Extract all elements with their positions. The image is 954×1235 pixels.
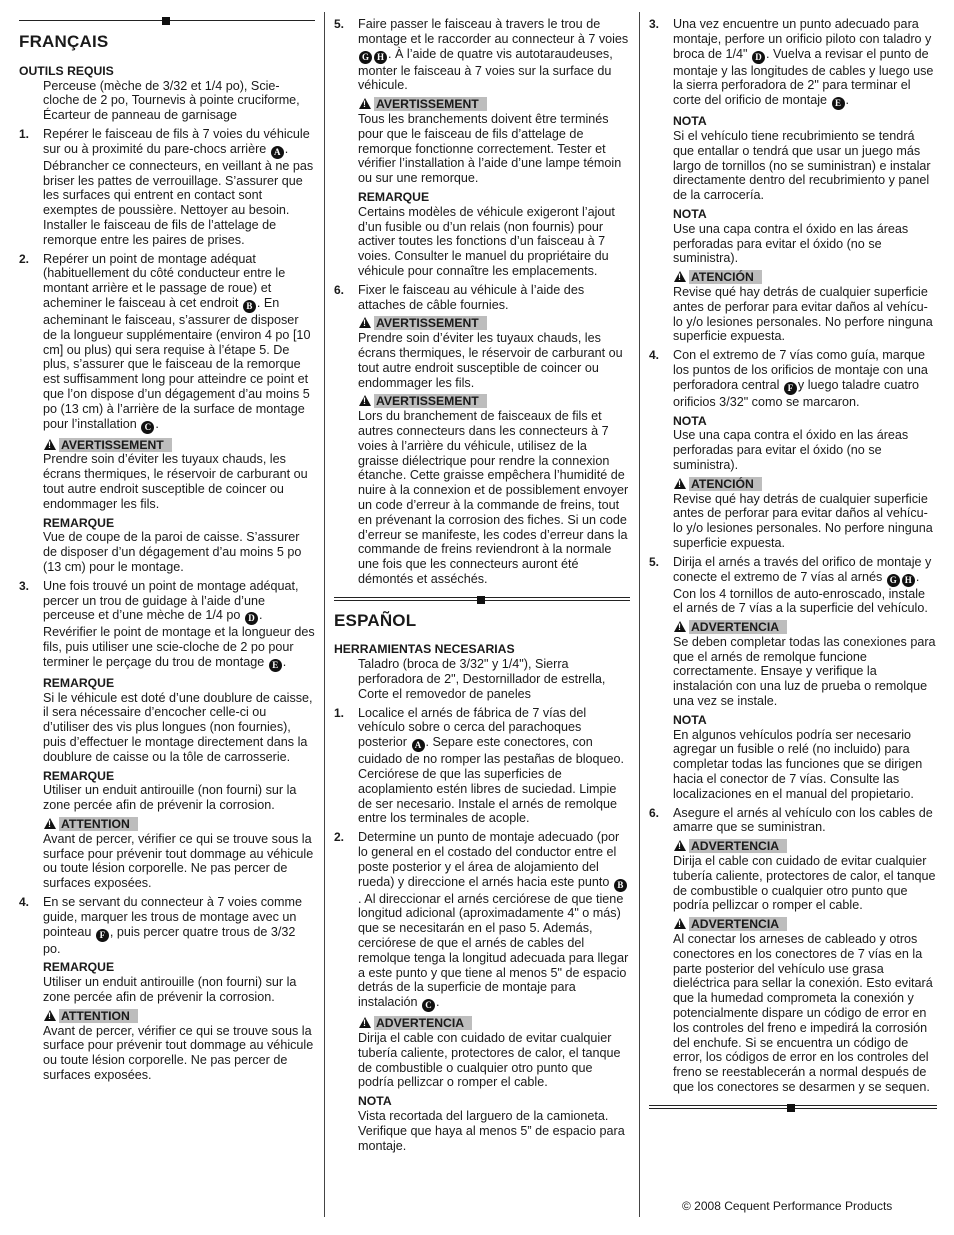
warning-label: AVERTISSEMENT <box>374 394 487 408</box>
attention-block <box>673 270 937 344</box>
step-text: . Con los 4 tornillos de auto-enroscado, instale el arnés de 7 vías a la superficie del vehículo. <box>673 569 928 616</box>
step-text: Faire passer le faisceau à travers le trou de montage et le raccorder au connecteur à 7 voies <box>358 17 629 46</box>
step-1 <box>19 127 315 248</box>
note-text: Vue de coupe de la paroi de caisse. S’assurer de disposer d’un dégagement d’au moins 5 po (13 cm) pour le montage. <box>43 530 302 574</box>
step-text: Una vez encuentre un punto adecuado para montaje, perfore un orificio piloto con taladro y broca de 1/4" <box>673 17 932 61</box>
section-title-spanish: ESPAÑOL <box>334 610 417 630</box>
warning-triangle-icon <box>359 98 371 109</box>
attention-block <box>43 1009 315 1083</box>
callout-a-icon: A <box>271 146 284 159</box>
warning-text: Prendre soin d’éviter les tuyaux chauds, les écrans thermiques, le réservoir de carburant ou tout autre endroit susceptible de coincer ou endommager les fils. <box>358 331 623 390</box>
note-text: Vista recortada del larguero de la camioneta. Verifique que haya al menos 5” de espacio para montaje. <box>358 1109 625 1153</box>
section-rule <box>334 597 630 602</box>
step-text: . Débrancher ce connecteurs, en veillant à ne pas briser les pattes de verrouillage. S’assurer que les surfaces qui entrent en contact sont exemptes de poussière. Nettoyer au besoin. Installer le faisceau de fils de l’attelage de remorque entre les paires de prises. <box>43 141 314 247</box>
warning-block <box>358 394 630 586</box>
step-number: 1. <box>334 705 345 720</box>
warning-triangle-icon <box>359 317 371 328</box>
note-block <box>673 713 937 802</box>
step-text: Dirija el arnés a través del orifico de montaje y conecte el extremo de 7 vías al arnés <box>673 554 932 584</box>
callout-f-icon: F <box>96 929 109 942</box>
step-number: 5. <box>334 17 345 31</box>
step-number: 2. <box>19 251 30 266</box>
warning-label: ADVERTENCIA <box>689 620 787 634</box>
step-number: 5. <box>649 554 660 569</box>
warning-text: Dirija el cable con cuidado de evitar cualquier tubería caliente, protectores de calor, el tanque de combustible o cualquier otro punto que podría pellizcar o romper el cable. <box>358 1031 621 1090</box>
step-number: 3. <box>19 578 30 593</box>
section-rule <box>19 20 315 25</box>
warning-block <box>673 620 937 709</box>
warning-triangle-icon <box>44 1010 56 1021</box>
step-text: y luego taladre cuatro orificios 3/32" como se marcaron. <box>673 377 920 409</box>
note-label: NOTA <box>673 712 707 727</box>
tools-label: OUTILS REQUIS <box>19 63 114 78</box>
tools-label: HERRAMIENTAS NECESARIAS <box>334 642 515 657</box>
warning-label: AVERTISSEMENT <box>59 438 172 452</box>
step-text: . Separe este conectores, con cuidado de no romper las pestañas de bloqueo. Cerciórese de que las superficies de acoplamiento estén libres de suciedad. Limpie de ser necesario. Instale el arnés de remolque entre los terminales de acople. <box>358 735 625 826</box>
step-text: Repérer un point de montage adéquat (habituellement du côté conducteur entre le montant arrière et le passage de roue) et acheminer le faisceau à cet endroit <box>43 251 286 310</box>
note-block <box>43 960 315 1004</box>
step-text: . <box>845 93 850 108</box>
note-label: NOTA <box>673 413 707 428</box>
step-number: 4. <box>649 348 660 363</box>
step-text: Determine un punto de montaje adecuado (por lo general en el costado del conductor entre el poste posterior y el área de alojamiento del rueda) y direccione el arnés hacia este punto <box>358 830 620 889</box>
attention-label: ATTENTION <box>59 1009 138 1023</box>
step-text: . <box>282 654 287 669</box>
callout-h-icon: H <box>902 574 915 587</box>
callout-d-icon: D <box>245 612 258 625</box>
note-label: REMARQUE <box>43 515 115 530</box>
note-block <box>43 516 315 575</box>
warning-label: ADVERTENCIA <box>374 1016 472 1030</box>
callout-a-icon: A <box>412 739 425 752</box>
step-text: . À l’aide de quatre vis autotaraudeuses, monter le faisceau à 7 voies sur la surface du véhicule. <box>358 46 613 93</box>
callout-g-icon: G <box>359 51 372 64</box>
step-5 <box>334 17 630 279</box>
warning-block <box>358 97 630 186</box>
warning-block <box>673 839 937 913</box>
step-text: Asegure el arnés al vehículo con los cables de amarre que se suministran. <box>673 805 933 835</box>
warning-text: Dirija el cable con cuidado de evitar cualquier tubería caliente, protectores de calor, el tanque de combustible o cualquier otro punto que podría pellizcar o romper el cable. <box>673 854 936 913</box>
step-4 <box>649 348 937 551</box>
step-text: . Vuelva a revisar el punto de montaje y las longitudes de cables y luego use la sierra perforadora de 2" para terminar el corte del orificio de montaje <box>673 46 934 108</box>
step-text: Une fois trouvé un point de montage adéquat, percer un trou de guidage à l’aide d’une perceuse et d’une mèche de 1/4 po <box>43 578 299 623</box>
step-text: . <box>155 416 159 431</box>
tools-text: Taladro (broca de 3/32" y 1/4"), Sierra perforadora de 2", Destornillador de estrella, Corte el removedor de paneles <box>358 657 606 701</box>
warning-text: Prendre soin d’éviter les tuyaux chauds, les écrans thermiques, le réservoir de carburant ou tout autre endroit susceptible de coincer ou endommager les fils. <box>43 452 308 511</box>
column-french-spanish <box>334 17 630 1153</box>
step-6 <box>649 806 937 1095</box>
note-text: Certains modèles de véhicule exigeront l’ajout d’un fusible ou d’un relais (non fournis) pour activer toutes les fonctions d’un faisceau à 7 voies. Consulter le manuel du propriétaire du véhicule pour connaître les emplacements. <box>358 204 615 278</box>
step-number: 6. <box>649 805 660 820</box>
warning-label: AVERTISSEMENT <box>374 316 487 330</box>
step-number: 1. <box>19 126 30 141</box>
callout-c-icon: C <box>422 999 435 1012</box>
callout-f-icon: F <box>784 382 797 395</box>
warning-text: Lors du branchement de faisceaux de fils et autres connecteurs dans les connecteurs à 7 voies à l’arrière du véhicule, utilisez de la graisse diélectrique pour rendre la connexion étanche. Cette graisse empêchera l’humidité de nuire à la connexion et de possiblement envoyer un code d’erreur à la commande de freins, tout en prévenant la corrosion des fiches. Si un code d’erreur se manifeste, les codes d’erreur dans la commande de freins reviendront à la normale une fois que les connecteurs auront été démontés et asséchés. <box>358 409 629 586</box>
note-block <box>358 190 630 279</box>
warning-triangle-icon <box>359 1017 371 1028</box>
warning-triangle-icon <box>44 818 56 829</box>
column-divider-2 <box>639 12 640 1217</box>
note-label: REMARQUE <box>43 960 115 975</box>
warning-block <box>673 917 937 1095</box>
attention-label: ATENCIÓN <box>689 477 762 491</box>
callout-h-icon: H <box>374 51 387 64</box>
warning-triangle-icon <box>674 621 686 632</box>
note-text: Si le véhicule est doté d’une doublure de caisse, il sera nécessaire d’encocher celle-ci ou d’utiliser des vis plus longues (non fournies), puis d’effectuer le montage directement dans la doublure de caisse ou la tôle de carrosserie. <box>43 690 313 764</box>
column-spanish-2 <box>649 17 937 1110</box>
step-text: . En acheminant le faisceau, s’assurer de disposer de la longueur supplémentaire (environ 4 po [10 cm] ou plus) qui sera requise à l’étape 5. De plus, s’assurer que le faisceau de la remorque est suffisamment long pour atteindre ce point et que l’on dispose d’un dégagement d’au moins 5 po (13 cm) à l’arrière de la surface de montage pour l’installation <box>43 295 311 431</box>
step-6 <box>334 283 630 587</box>
warning-triangle-icon <box>44 439 56 450</box>
warning-block <box>43 438 315 512</box>
note-label: REMARQUE <box>43 768 115 783</box>
callout-d-icon: D <box>752 51 765 64</box>
warning-text: Se deben completar todas las conexiones para que el arnés de remolque funcione correctamente. Ensaye y verifique la instalación con una luz de prueba o remolque una vez se instale. <box>673 634 936 709</box>
step-text: Repérer le faisceau de fils à 7 voies du véhicule sur ou à proximité du pare-chocs arrière <box>43 126 310 156</box>
callout-b-icon: B <box>614 879 627 892</box>
warning-triangle-icon <box>674 840 686 851</box>
tools-text: Perceuse (mèche de 3/32 et 1/4 po), Scie-cloche de 2 po, Tournevis à pointe cruciforme, Écarteur de panneau de garnisage <box>43 78 300 123</box>
warning-block <box>358 1016 630 1090</box>
note-text: Utiliser un enduit antirouille (non fourni) sur la zone percée afin de prévenir la corrosion. <box>43 783 297 813</box>
note-label: NOTA <box>673 114 707 129</box>
attention-block <box>43 817 315 891</box>
step-3 <box>649 17 937 344</box>
note-text: Si el vehículo tiene recubrimiento se tendrá que entallar o tendrá que usar un juego más largo de tornillos (no se suministran) e instalar directamente dentro del recubrimiento y panel de la carrocería. <box>673 128 931 203</box>
step-text: Localice el arnés de fábrica de 7 vías del vehículo sobre o cerca del parachoques posterior <box>358 705 587 750</box>
note-label: REMARQUE <box>358 189 430 204</box>
note-text: Utiliser un enduit antirouille (non fourni) sur la zone percée afin de prévenir la corrosion. <box>43 975 297 1005</box>
note-label: REMARQUE <box>43 675 115 690</box>
callout-c-icon: C <box>141 421 154 434</box>
step-number: 3. <box>649 17 660 31</box>
note-block <box>43 769 315 813</box>
step-1 <box>334 706 630 827</box>
attention-text: Revise qué hay detrás de cualquier superficie antes de perforar para evitar daños al vehícu-lo y/o lesiones personales. No perfore ninguna superficie expuesta. <box>673 284 933 344</box>
step-number: 4. <box>19 895 30 910</box>
attention-text: Avant de percer, vérifier ce qui se trouve sous la surface pour prévenir tout dommage au véhicule ou toute lésion corporelle. Ne pas percer de surfaces exposées. <box>43 831 314 891</box>
step-text: Con el extremo de 7 vías como guía, marque los puntos de los orificios de montaje con una perforadora central <box>673 348 928 392</box>
warning-label: ADVERTENCIA <box>689 917 787 931</box>
note-block <box>673 207 937 266</box>
note-block <box>673 114 937 203</box>
warning-label: AVERTISSEMENT <box>374 97 487 111</box>
note-block <box>43 676 315 765</box>
step-4 <box>19 895 315 1083</box>
section-rule <box>649 1105 937 1110</box>
warning-triangle-icon <box>674 478 686 489</box>
attention-text: Avant de percer, vérifier ce qui se trouve sous la surface pour prévenir tout dommage au véhicule ou toute lésion corporelle. Ne pas percer de surfaces exposées. <box>43 1023 314 1083</box>
attention-label: ATTENTION <box>59 817 138 831</box>
attention-block <box>673 477 937 551</box>
note-text: Use una capa contra el óxido en las áreas perforadas para evitar el óxido (no se suministra). <box>673 221 909 266</box>
step-text: . Al direccionar el arnés cerciórese de que tiene longitud adicional (aproximadamente 4" o más) que se necesitarán en el paso 5. Además, cerciórese de que el arnés de cables del remolque tenga la longitud adecuada para llegar a este punto y que tiene al menos 5" de espacio detrás de la superficie de montaje para instalación <box>358 891 629 1010</box>
column-french-1 <box>19 0 315 1083</box>
step-2 <box>19 252 315 575</box>
column-divider-1 <box>324 12 325 1217</box>
step-text: . <box>436 995 440 1010</box>
callout-e-icon: E <box>269 659 282 672</box>
callout-b-icon: B <box>243 300 256 313</box>
note-block <box>358 1094 630 1153</box>
step-2 <box>334 830 630 1153</box>
step-text: , puis percer quatre trous de 3/32 po. <box>43 924 296 956</box>
warning-triangle-icon <box>674 918 686 929</box>
warning-block <box>358 316 630 390</box>
callout-g-icon: G <box>887 574 900 587</box>
callout-e-icon: E <box>832 97 845 110</box>
step-number: 2. <box>334 830 345 845</box>
section-title-french: FRANÇAIS <box>19 32 109 51</box>
note-label: NOTA <box>673 206 707 221</box>
note-label: NOTA <box>358 1094 392 1109</box>
warning-triangle-icon <box>359 395 371 406</box>
copyright-notice: © 2008 Cequent Performance Products <box>682 1199 893 1213</box>
step-3 <box>19 579 315 891</box>
warning-label: ADVERTENCIA <box>689 839 787 853</box>
step-text: Fixer le faisceau au véhicule à l’aide des attaches de câble fournies. <box>358 282 585 312</box>
note-text: Use una capa contra el óxido en las áreas perforadas para evitar el óxido (no se suministra). <box>673 428 909 472</box>
attention-label: ATENCIÓN <box>689 270 762 284</box>
attention-text: Revise qué hay detrás de cualquier superficie antes de perforar para evitar daños al vehícu-lo y/o lesiones personales. No perfore ninguna superficie expuesta. <box>673 491 933 550</box>
warning-text: Tous les branchements doivent être terminés pour que le faisceau de fils d’attelage de remorque fonctionne correctement. Tester et vérifier l’installation à l’aide d’une lampe témoin ou sur une remorque. <box>358 111 622 186</box>
note-block <box>673 414 937 473</box>
step-number: 6. <box>334 282 345 297</box>
step-text: En se servant du connecteur à 7 voies comme guide, marquer les trous de montage avec un pointeau <box>43 895 303 939</box>
warning-text: Al conectar los arneses de cableado y otros conectores en los conectores de 7 vías en la parte posterior del vehículo use grasa dieléctrica para sellar la conexión. Esto evitará que la humedad comprometa la conexión y potencialmente dispare un código de error en los controles del freno e impedirá la corrosión del enchufe. Si se encuentra un código de error, los códigos de error en los controles del freno se reestablecerán a normal después de que los conectores se desarmen y se sequen. <box>673 932 933 1094</box>
step-text: . Revérifier le point de montage et la longueur des fils, puis utiliser une scie-cloche de 2 po pour terminer le perçage du trou de montage <box>43 608 315 669</box>
note-text: En algunos vehículos podría ser necesario agregar un fusible o relé (no incluido) para completar todas las funciones que se dirigen hacia el conector de 7 vías. Consulte las localizaciones en el manual del propietario. <box>673 727 923 801</box>
warning-triangle-icon <box>674 271 686 282</box>
step-5 <box>649 555 937 802</box>
